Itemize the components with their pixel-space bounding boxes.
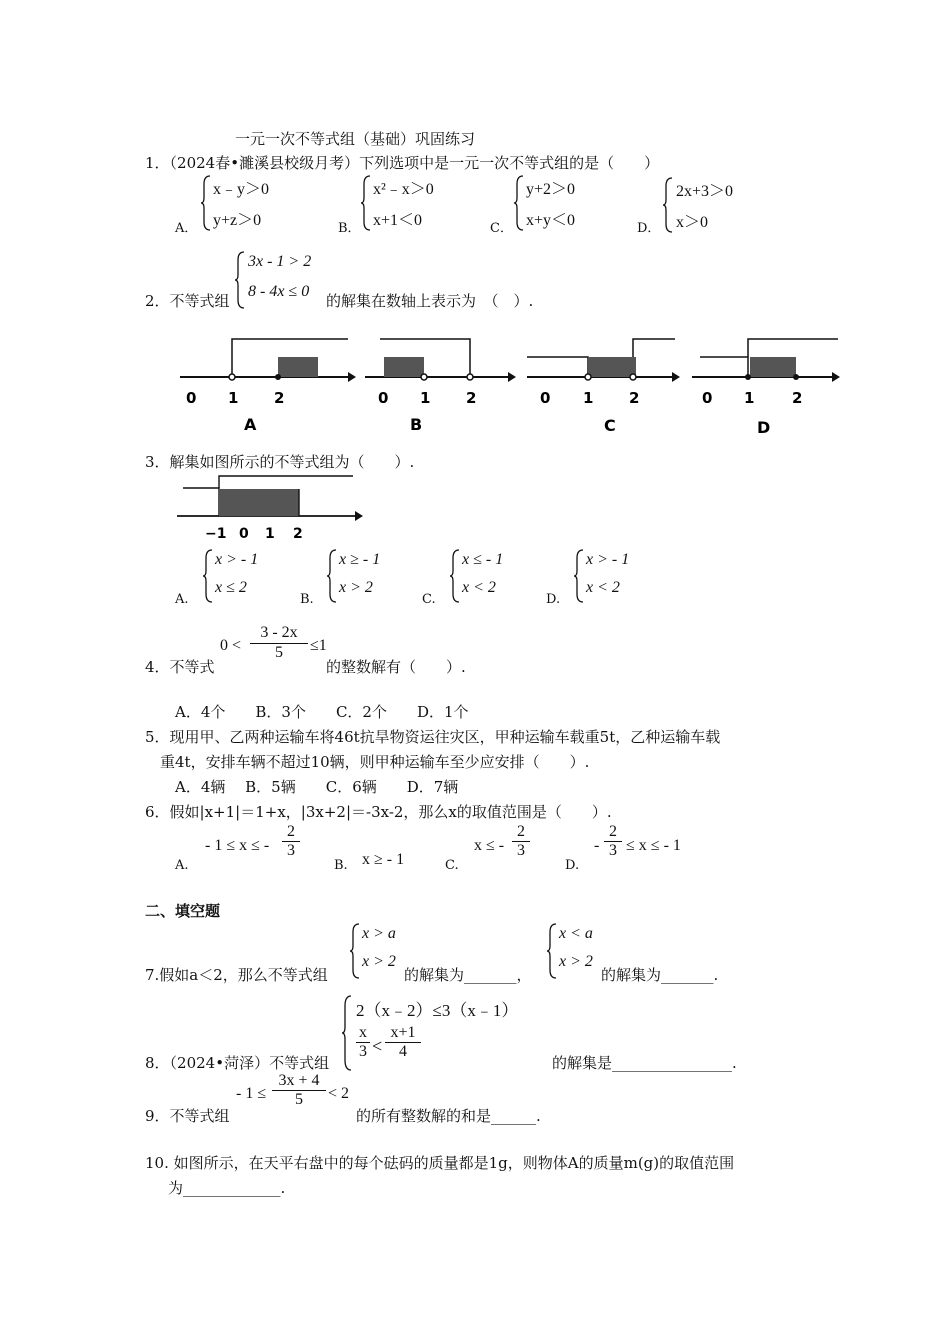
q7-system1-line2: x > 2	[362, 953, 396, 970]
diagram-b	[365, 339, 516, 434]
diagram-c-tick-1: 1	[583, 389, 594, 407]
question-8-suffix: 的解集是________________.	[552, 1054, 737, 1072]
diagram-c-tick-2: 2	[629, 389, 640, 407]
q9-right: < 2	[328, 1085, 350, 1102]
diagram-b-tick-2: 2	[466, 389, 477, 407]
diagram-d-tick-2: 2	[792, 389, 803, 407]
q3-tick-neg1: −1	[205, 526, 227, 542]
diagram-d-tick-0: 0	[702, 389, 713, 407]
q4-right: ≤1	[310, 637, 327, 654]
q1-option-c-line1: y+2＞0	[526, 181, 576, 198]
question-5-line2: 重4t，安排车辆不超过10辆，则甲种运输车至少应安排（ ）.	[160, 753, 590, 771]
fraction-denominator: 3	[359, 1043, 367, 1060]
diagram-c-tick-0: 0	[540, 389, 551, 407]
brace-icon	[662, 176, 674, 234]
q1-option-d-line2: x＞0	[676, 214, 709, 231]
q8-line1: 2（x﹣2）≤3（x﹣1）	[356, 1001, 519, 1020]
q3-option-d-line1: x > - 1	[586, 551, 630, 568]
q3-option-c-label: C.	[422, 592, 436, 607]
fraction-numerator: 2	[517, 823, 525, 840]
question-5-line1: 5．现用甲、乙两种运输车将46t抗旱物资运往灾区，甲种运输车载重5t，乙种运输车载	[145, 728, 721, 746]
q7-system1-line1: x > a	[362, 925, 396, 942]
diagram-a-label: A	[244, 415, 257, 434]
question-7-suffix: 的解集为_______.	[601, 966, 719, 984]
q9-denominator: 5	[295, 1091, 303, 1108]
q9-left: - 1 ≤	[236, 1085, 267, 1102]
q3-option-b-line1: x ≥ - 1	[339, 551, 381, 568]
diagram-a	[180, 339, 356, 434]
q6-option-c-pre: x ≤ -	[474, 837, 505, 854]
q1-option-a-label: A．	[175, 221, 198, 236]
q6-option-a-fraction	[282, 823, 300, 860]
fraction-denominator: 3	[517, 842, 525, 859]
q6-option-a-label: A.	[175, 858, 189, 873]
fraction-numerator: x	[359, 1024, 367, 1041]
question-6-text: 6．假如|x+1|＝1+x，|3x+2|＝-3x-2，那么x的取值范围是（ ）.	[145, 803, 612, 821]
q1-option-c-line2: x+y＜0	[526, 212, 576, 229]
q7-system2-line1: x < a	[559, 925, 593, 942]
diagram-a-tick-0: 0	[186, 389, 197, 407]
brace-icon	[360, 174, 372, 232]
question-1-text: 1．（2024春•濉溪县校级月考）下列选项中是一元一次不等式组的是（ ）	[145, 154, 660, 172]
q8-fraction-right	[385, 1024, 421, 1061]
q1-option-a-line2: y+z＞0	[213, 212, 262, 229]
q3-option-c-line2: x < 2	[462, 579, 496, 596]
q6-option-d-label: D.	[565, 858, 580, 873]
question-9-suffix: 的所有整数解的和是______.	[356, 1107, 541, 1125]
question-4-prefix: 4．不等式	[145, 658, 215, 676]
question-5-options: A．4辆 B．5辆 C．6辆 D．7辆	[175, 778, 459, 796]
diagram-d-label: D	[757, 418, 771, 437]
q6-option-d-post: ≤ x ≤ - 1	[626, 837, 681, 854]
q3-tick-0: 0	[239, 526, 249, 542]
fraction-denominator: 3	[609, 842, 617, 859]
q1-option-b-line1: x²﹣x＞0	[373, 181, 434, 198]
q9-fraction	[272, 1072, 326, 1109]
q8-less-than: <	[372, 1036, 383, 1056]
q6-option-d-pre: -	[594, 837, 600, 854]
q9-numerator: 3x + 4	[278, 1072, 320, 1089]
brace-icon	[513, 174, 525, 232]
diagram-b-tick-0: 0	[378, 389, 389, 407]
q3-option-d-line2: x < 2	[586, 579, 620, 596]
brace-icon	[200, 174, 212, 232]
q1-option-a-line1: x﹣y＞0	[213, 181, 270, 198]
q1-option-d-label: D．	[637, 221, 661, 236]
diagram-d-tick-1: 1	[744, 389, 755, 407]
diagram-a-tick-1: 1	[228, 389, 239, 407]
q3-number-line	[175, 470, 375, 542]
q6-option-b-label: B.	[334, 858, 348, 873]
q6-option-c-fraction	[512, 823, 530, 860]
q2-number-line-diagrams	[170, 325, 850, 440]
section-2-heading: 二、填空题	[145, 902, 221, 920]
diagram-c	[527, 339, 680, 435]
question-4-suffix: 的整数解有（ ）.	[326, 658, 466, 676]
brace-icon	[449, 548, 461, 604]
q3-option-b-label: B.	[300, 592, 314, 607]
q6-option-c-label: C.	[445, 858, 459, 873]
q1-option-b-label: B．	[338, 221, 361, 236]
q4-denominator: 5	[275, 644, 283, 661]
brace-icon	[202, 548, 214, 604]
diagram-a-tick-2: 2	[274, 389, 285, 407]
q4-left: 0 <	[220, 637, 242, 654]
q4-fraction	[250, 624, 308, 662]
brace-icon	[326, 548, 338, 604]
diagram-c-label: C	[604, 416, 616, 435]
brace-icon	[546, 922, 558, 980]
question-3-text: 3．解集如图所示的不等式组为（ ）.	[145, 453, 415, 471]
q2-system-line1: 3x - 1 > 2	[248, 253, 312, 270]
q3-option-a-line1: x > - 1	[215, 551, 259, 568]
q3-tick-1: 1	[265, 526, 275, 542]
brace-icon	[349, 922, 361, 980]
q8-fraction-left	[356, 1024, 370, 1061]
q2-system-line2: 8 - 4x ≤ 0	[248, 283, 310, 300]
fraction-numerator: 2	[609, 823, 617, 840]
fraction-denominator: 3	[287, 842, 295, 859]
q7-system2-line2: x > 2	[559, 953, 593, 970]
diagram-b-tick-1: 1	[420, 389, 431, 407]
question-10-line2: 为_____________.	[168, 1179, 286, 1197]
q1-option-c-label: C．	[490, 221, 513, 236]
q3-option-b-line2: x > 2	[339, 579, 373, 596]
q6-option-a-pre: - 1 ≤ x ≤ -	[205, 837, 270, 854]
question-4-options: A．4个 B．3个 C．2个 D．1个	[175, 703, 469, 721]
fraction-numerator: 2	[287, 823, 295, 840]
q3-option-a-label: A.	[175, 592, 189, 607]
q6-option-b-pre: x ≥ - 1	[362, 851, 405, 868]
question-2-prefix: 2．不等式组	[145, 292, 230, 310]
q6-option-d-fraction	[604, 823, 622, 860]
q3-option-c-line1: x ≤ - 1	[462, 551, 504, 568]
brace-icon	[234, 250, 246, 310]
q1-option-d-line1: 2x+3＞0	[676, 183, 734, 200]
brace-icon	[573, 548, 585, 604]
fraction-numerator: x+1	[390, 1024, 416, 1041]
question-7-mid: 的解集为_______，	[404, 966, 532, 984]
q3-option-d-label: D.	[546, 592, 561, 607]
diagram-b-label: B	[410, 415, 423, 434]
question-10-line1: 10. 如图所示，在天平右盘中的每个砝码的质量都是1g，则物体A的质量m(g)的取值范围	[145, 1154, 735, 1172]
question-2-suffix: 的解集在数轴上表示为 （ ）.	[326, 292, 534, 310]
question-7-prefix: 7.假如a＜2，那么不等式组	[145, 966, 328, 984]
page-title: 一元一次不等式组（基础）巩固练习	[235, 130, 476, 148]
question-8-prefix: 8．（2024•菏泽）不等式组	[145, 1054, 330, 1072]
q3-tick-2: 2	[293, 526, 303, 542]
q4-numerator: 3 - 2x	[260, 624, 298, 641]
diagram-d	[692, 339, 840, 437]
q3-option-a-line2: x ≤ 2	[215, 579, 247, 596]
q1-option-b-line2: x+1＜0	[373, 212, 423, 229]
question-9-prefix: 9．不等式组	[145, 1107, 230, 1125]
fraction-denominator: 4	[399, 1043, 407, 1060]
brace-icon	[341, 994, 353, 1072]
